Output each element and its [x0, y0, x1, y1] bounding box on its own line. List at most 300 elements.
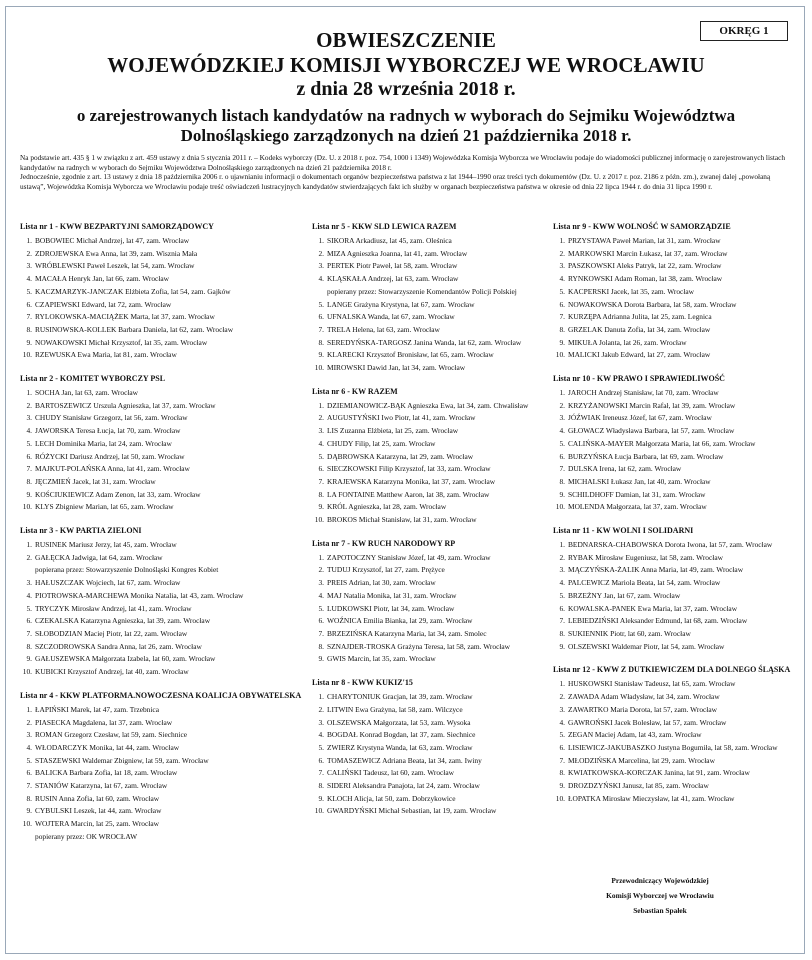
candidate-row [20, 641, 270, 654]
candidate-number: 5. [26, 603, 32, 613]
candidate-number: 5. [26, 286, 32, 296]
candidate-number: 4. [318, 274, 324, 284]
candidate-number: 6. [559, 603, 565, 613]
candidate-row [553, 717, 803, 730]
candidate-name: CHUDY Stanisław Grzegorz, lat 56, zam. Wrocław [35, 413, 188, 423]
candidate-name: RUSINEK Mariusz Jerzy, lat 45, zam. Wrocław [35, 540, 177, 550]
candidate-name: BROKOS Michał Stanisław, lat 31, zam. Wrocław [327, 515, 477, 525]
candidate-row [312, 299, 562, 312]
candidate-list [553, 526, 803, 653]
candidate-row [553, 590, 803, 603]
candidate-number: 3. [559, 261, 565, 271]
candidate-name: KOWALSKA-PANEK Ewa Maria, lat 37, zam. Wrocław [568, 603, 738, 613]
candidate-number: 4. [318, 730, 324, 740]
candidate-name: DZIEMIANOWICZ-BĄK Agnieszka Ewa, lat 34, zam. Chwalisław [327, 400, 529, 410]
candidate-name: PREIS Adrian, lat 30, zam. Wrocław [327, 578, 436, 588]
candidate-number: 2. [318, 248, 324, 258]
candidate-name: PERTEK Piotr Paweł, lat 58, zam. Wrocław [327, 261, 458, 271]
candidate-row [312, 412, 562, 425]
candidate-name: GAŁUSZEWSKA Małgorzata Izabela, lat 60, zam. Wrocław [35, 654, 216, 664]
candidate-row [553, 299, 803, 312]
candidate-name: RZEWUSKA Ewa Maria, lat 81, zam. Wrocław [35, 350, 177, 360]
candidate-name: MAJKUT-POLAŃSKA Anna, lat 41, zam. Wrocław [35, 464, 190, 474]
candidate-row [20, 767, 270, 780]
list-header: Lista nr 10 - KW PRAWO I SPRAWIEDLIWOŚĆ [553, 374, 725, 384]
candidate-name: CHUDY Filip, lat 25, zam. Wrocław [327, 438, 436, 448]
candidate-number: 2. [559, 400, 565, 410]
candidate-name: BRZEZIŃSKA Katarzyna Maria, lat 34, zam. Smolec [327, 628, 487, 638]
candidate-row [20, 615, 270, 628]
column-2 [312, 222, 562, 830]
candidate-name: SCHILDHOFF Damian, lat 31, zam. Wrocław [568, 489, 706, 499]
candidate-row [553, 311, 803, 324]
candidate-name: JĘCZMIEŃ Jacek, lat 31, zam. Wrocław [35, 476, 156, 486]
candidate-number: 6. [318, 464, 324, 474]
candidate-name: KRÓL Agnieszka, lat 28, zam. Wrocław [327, 502, 447, 512]
list-header: Lista nr 9 - KWW WOLNOŚĆ W SAMORZĄDZIE [553, 222, 731, 231]
candidate-name: SEREDYŃSKA-TARGOSZ Janina Wanda, lat 62, zam. Wrocław [327, 337, 522, 347]
candidate-name: MAJ Natalia Monika, lat 31, zam. Wrocław [327, 590, 457, 600]
candidate-number: 6. [26, 616, 32, 626]
candidate-name: KLYS Zbigniew Marian, lat 65, zam. Wrocław [35, 502, 174, 512]
candidate-row [553, 400, 803, 413]
candidate-number: 6. [318, 616, 324, 626]
candidate-row [312, 337, 562, 350]
candidate-name: OLSZEWSKI Waldemar Piotr, lat 54, zam. Wrocław [568, 641, 725, 651]
candidate-row [312, 476, 562, 489]
candidate-number: 7. [559, 755, 565, 765]
candidate-name: SZNAJDER-TROSKA Grażyna Teresa, lat 58, zam. Wrocław [327, 641, 511, 651]
candidate-list [20, 222, 270, 362]
candidate-row [20, 501, 270, 514]
candidate-number: 2. [559, 692, 565, 702]
candidate-name: HUSKOWSKI Stanisław Tadeusz, lat 65, zam. Wrocław [568, 679, 736, 689]
candidate-row [553, 425, 803, 438]
candidate-number: 8. [26, 641, 32, 651]
candidate-name: GWIS Marcin, lat 35, zam. Wrocław [327, 654, 436, 664]
candidate-number: 7. [318, 476, 324, 486]
candidate-row [20, 755, 270, 768]
candidate-row [553, 564, 803, 577]
candidate-number: 8. [318, 337, 324, 347]
candidate-row [20, 451, 270, 464]
candidate-number: 3. [318, 426, 324, 436]
candidate-row [312, 603, 562, 616]
candidate-row [20, 476, 270, 489]
candidate-number: 2. [559, 552, 565, 562]
candidate-name: GRZELAK Danuta Zofia, lat 34, zam. Wrocław [568, 324, 711, 334]
candidate-number: 8. [26, 476, 32, 486]
candidate-name: ZDROJEWSKA Ewa Anna, lat 39, zam. Wisznia Mała [35, 248, 198, 258]
list-header: Lista nr 6 - KW RAZEM [312, 386, 398, 396]
candidate-number: 1. [26, 540, 32, 550]
candidate-name: BEDNARSKA-CHABOWSKA Dorota Iwona, lat 57, zam. Wrocław [568, 540, 773, 550]
candidate-name: ZEGAN Maciej Adam, lat 43, zam. Wrocław [568, 730, 702, 740]
candidate-list [553, 665, 803, 805]
candidate-number: 8. [559, 768, 565, 778]
candidate-name: MŁODZIŃSKA Marcelina, lat 29, zam. Wrocław [568, 755, 715, 765]
candidate-row [312, 641, 562, 654]
candidate-name: ROMAN Grzegorz Czesław, lat 59, zam. Siechnice [35, 730, 188, 740]
candidate-row [553, 691, 803, 704]
candidate-number: 1. [318, 400, 324, 410]
candidate-row [312, 704, 562, 717]
support-note: popierana przez: Stowarzyszenie Dolnośląski Kongres Kobiet [35, 565, 219, 575]
candidate-name: ZAWADA Adam Władysław, lat 34, zam. Wrocław [568, 692, 720, 702]
candidate-list [20, 690, 302, 844]
candidate-name: WOŹNICA Emilia Bianka, lat 29, zam. Wrocław [327, 616, 473, 626]
list-header: Lista nr 8 - KWW KUKIZ'15 [312, 678, 413, 688]
candidate-number: 9. [318, 793, 324, 803]
candidate-number: 9. [318, 350, 324, 360]
candidate-number: 10. [314, 806, 324, 816]
notice-date: z dnia 28 września 2018 r. [296, 78, 516, 100]
candidate-list [553, 222, 803, 362]
candidate-row [312, 577, 562, 590]
list-header: Lista nr 12 - KWW Z DUTKIEWICZEM DLA DOLNEGO ŚLĄSKA [553, 665, 791, 675]
candidate-number: 2. [318, 565, 324, 575]
candidate-row [20, 805, 270, 818]
candidate-name: RUSIN Anna Zofia, lat 60, zam. Wrocław [35, 793, 160, 803]
candidate-name: KACZMARZYK-JANCZAK Elżbieta Zofia, lat 54, zam. Gajków [35, 286, 231, 296]
candidate-name: TRYCZYK Mirosław Andrzej, lat 41, zam. Wrocław [35, 603, 192, 613]
candidate-name: MACAŁA Henryk Jan, lat 66, zam. Wrocław [35, 274, 170, 284]
candidate-number: 1. [559, 236, 565, 245]
candidate-row [20, 539, 270, 552]
candidate-row [312, 755, 562, 768]
candidate-name: PIOTROWSKA-MARCHEWA Monika Natalia, lat 43, zam. Wrocław [35, 590, 244, 600]
candidate-name: TUDUJ Krzysztof, lat 27, zam. Prężyce [327, 565, 445, 575]
candidate-number: 9. [26, 654, 32, 664]
candidate-number: 8. [26, 324, 32, 334]
candidate-name: MĄCZYŃSKA-ŻALIK Anna Maria, lat 49, zam. Wrocław [568, 565, 744, 575]
candidate-row [20, 400, 270, 413]
candidate-row [20, 463, 270, 476]
candidate-number: 3. [26, 261, 32, 271]
candidate-name: WŁODARCZYK Monika, lat 44, zam. Wrocław [35, 742, 180, 752]
candidate-number: 1. [559, 679, 565, 689]
candidate-list [20, 374, 270, 514]
candidate-number: 4. [559, 578, 565, 588]
candidate-number: 4. [559, 426, 565, 436]
candidate-row [20, 438, 270, 451]
candidate-number: 7. [559, 464, 565, 474]
candidate-row [553, 678, 803, 691]
list-header: Lista nr 2 - KOMITET WYBORCZY PSL [20, 374, 166, 384]
candidate-list [312, 539, 562, 666]
candidate-number: 9. [318, 654, 324, 664]
candidate-row [553, 438, 803, 451]
candidate-row [20, 666, 270, 679]
candidate-name: GWARDYŃSKI Michał Sebastian, lat 19, zam. Wrocław [327, 806, 497, 816]
candidate-row [312, 615, 562, 628]
candidate-number: 7. [26, 628, 32, 638]
candidate-number: 2. [318, 704, 324, 714]
candidate-name: BOGDAŁ Konrad Bogdan, lat 37, zam. Siechnice [327, 730, 476, 740]
candidate-number: 8. [559, 476, 565, 486]
candidate-row [312, 691, 562, 704]
candidate-name: HAŁUSZCZAK Wojciech, lat 67, zam. Wrocław [35, 578, 181, 588]
signature-name: Sebastian Spałek [633, 906, 687, 915]
candidate-number: 10. [22, 819, 32, 829]
candidate-name: MARKOWSKI Marcin Łukasz, lat 37, zam. Wrocław [568, 248, 728, 258]
candidate-number: 3. [26, 730, 32, 740]
candidate-number: 4. [26, 742, 32, 752]
column-1 [20, 222, 302, 856]
candidate-number: 1. [26, 388, 32, 398]
candidate-name: SIDERI Aleksandra Panajota, lat 24, zam. Wrocław [327, 781, 480, 791]
candidate-number: 2. [26, 717, 32, 727]
candidate-number: 3. [559, 413, 565, 423]
candidate-number: 5. [559, 438, 565, 448]
candidate-row [553, 337, 803, 350]
candidate-name: STANIÓW Katarzyna, lat 67, zam. Wrocław [35, 781, 168, 791]
list-header: Lista nr 7 - KW RUCH NARODOWY RP [312, 538, 456, 548]
candidate-row [20, 729, 270, 742]
candidate-number: 3. [318, 578, 324, 588]
candidate-number: 5. [318, 451, 324, 461]
list-header: Lista nr 4 - KKW PLATFORMA.NOWOCZESNA KOALICJA OBYWATELSKA [20, 690, 302, 700]
candidate-number: 7. [559, 312, 565, 322]
candidate-row [312, 311, 562, 324]
candidate-row [553, 412, 803, 425]
candidate-row [553, 577, 803, 590]
support-note: popierany przez: Stowarzyszenie Komendantów Policji Polskiej [327, 286, 517, 296]
candidate-number: 8. [318, 641, 324, 651]
candidate-row [312, 564, 562, 577]
candidate-name: MIKUŁA Jolanta, lat 26, zam. Wrocław [568, 337, 687, 347]
candidate-name: LUDKOWSKI Piotr, lat 34, zam. Wrocław [327, 603, 455, 613]
candidate-list [553, 374, 803, 514]
candidate-name: DULSKA Irena, lat 62, zam. Wrocław [568, 464, 682, 474]
candidate-name: LA FONTAINE Matthew Aaron, lat 38, zam. Wrocław [327, 489, 490, 499]
candidate-name: CALIŃSKI Tadeusz, lat 60, zam. Wrocław [327, 768, 454, 778]
candidate-number: 5. [26, 755, 32, 765]
candidate-row [553, 603, 803, 616]
candidate-name: BRZEŻNY Jan, lat 67, zam. Wrocław [568, 590, 681, 600]
candidate-row [553, 476, 803, 489]
candidate-name: OLSZEWSKA Małgorzata, lat 53, zam. Wysoka [327, 717, 471, 727]
candidate-row [553, 729, 803, 742]
candidate-row [20, 349, 270, 362]
candidate-name: NOWAKOWSKI Michał Krzysztof, lat 35, zam. Wrocław [35, 337, 208, 347]
candidate-number: 4. [26, 590, 32, 600]
candidate-number: 7. [26, 464, 32, 474]
candidate-row [20, 260, 270, 273]
candidate-row [20, 311, 270, 324]
candidate-number: 1. [26, 704, 32, 714]
candidate-row [553, 387, 803, 400]
candidate-row [20, 653, 270, 666]
candidate-number: 4. [318, 438, 324, 448]
candidate-number: 3. [26, 578, 32, 588]
candidate-row [312, 552, 562, 565]
candidate-row [553, 489, 803, 502]
candidate-row [312, 501, 562, 514]
candidate-name: LEBIEDZIŃSKI Aleksander Edmund, lat 68, zam. Wrocław [568, 616, 748, 626]
candidate-number: 6. [318, 755, 324, 765]
candidate-name: CZEKALSKA Katarzyna Agnieszka, lat 39, zam. Wrocław [35, 616, 211, 626]
candidate-number: 5. [318, 299, 324, 309]
candidate-row [553, 615, 803, 628]
candidate-name: RYNKOWSKI Adam Roman, lat 38, zam. Wrocław [568, 274, 723, 284]
candidate-name: ZWIERZ Krystyna Wanda, lat 63, zam. Wrocław [327, 742, 473, 752]
candidate-number: 1. [318, 236, 324, 245]
candidate-number: 9. [26, 489, 32, 499]
candidate-name: BALICKA Barbara Zofia, lat 18, zam. Wrocław [35, 768, 178, 778]
candidate-number: 1. [559, 388, 565, 398]
candidate-number: 7. [26, 781, 32, 791]
candidate-name: JÓŹWIAK Ireneusz Józef, lat 67, zam. Wrocław [568, 413, 712, 423]
candidate-name: ŁOPATKA Mirosław Mieczysław, lat 41, zam. Wrocław [568, 793, 735, 803]
candidate-row [312, 438, 562, 451]
candidate-name: ZAWARTKO Maria Dorota, lat 57, zam. Wrocław [568, 704, 717, 714]
candidate-number: 9. [26, 337, 32, 347]
candidate-number: 6. [559, 742, 565, 752]
candidate-number: 10. [22, 350, 32, 360]
candidate-name: SIECZKOWSKI Filip Krzysztof, lat 33, zam. Wrocław [327, 464, 491, 474]
candidate-name: CZAPIEWSKI Edward, lat 72, zam. Wrocław [35, 299, 172, 309]
candidate-name: MALICKI Jakub Edward, lat 27, zam. Wrocław [568, 350, 711, 360]
candidate-number: 1. [318, 552, 324, 562]
candidate-name: WRÓBLEWSKI Paweł Leszek, lat 54, zam. Wrocław [35, 261, 195, 271]
candidate-name: KRZYŻANOWSKI Marcin Rafał, lat 39, zam. Wrocław [568, 400, 736, 410]
candidate-row [20, 793, 270, 806]
candidate-row [20, 818, 270, 831]
candidate-row [312, 717, 562, 730]
candidate-name: SŁOBODZIAN Maciej Piotr, lat 22, zam. Wrocław [35, 628, 188, 638]
list-header: Lista nr 5 - KKW SLD LEWICA RAZEM [312, 222, 457, 231]
candidate-name: GŁOWACZ Władysława Barbara, lat 57, zam. Wrocław [568, 426, 735, 436]
candidate-name: MOLENDA Małgorzata, lat 37, zam. Wrocław [568, 502, 707, 512]
candidate-row [20, 577, 270, 590]
candidate-row [553, 552, 803, 565]
candidate-row [312, 742, 562, 755]
candidate-number: 8. [559, 628, 565, 638]
candidate-row [20, 742, 270, 755]
candidate-name: ZAPOTOCZNY Stanisław Józef, lat 49, zam. Wrocław [327, 552, 491, 562]
candidate-number: 4. [26, 426, 32, 436]
intro-text [20, 153, 794, 191]
candidate-name: SUKIENNIK Piotr, lat 60, zam. Wrocław [568, 628, 691, 638]
candidate-number: 5. [26, 438, 32, 448]
candidate-number: 5. [318, 603, 324, 613]
candidate-name: LISIEWICZ-JAKUBASZKO Justyna Bogumiła, lat 58, zam. Wrocław [568, 742, 778, 752]
candidate-number: 9. [559, 489, 565, 499]
candidate-name: ŁAPIŃSKI Marek, lat 47, zam. Trzebnica [35, 704, 159, 714]
signature-title: Przewodniczący Wojewódzkiej [611, 876, 709, 885]
candidate-row [553, 780, 803, 793]
candidate-row [312, 628, 562, 641]
candidate-name: LECH Dominika Maria, lat 24, zam. Wrocław [35, 438, 172, 448]
candidate-name: PASZKOWSKI Aleks Patryk, lat 22, zam. Wrocław [568, 261, 722, 271]
candidate-name: JAROCH Andrzej Stanisław, lat 70, zam. Wrocław [568, 388, 719, 398]
candidate-list [312, 678, 562, 818]
candidate-name: PRZYSTAWA Paweł Marian, lat 31, zam. Wrocław [568, 236, 721, 245]
candidate-row [20, 337, 270, 350]
candidate-row [20, 235, 270, 248]
candidate-number: 4. [318, 590, 324, 600]
candidate-number: 9. [26, 806, 32, 816]
candidate-name: AUGUSTYŃSKI Iwo Piotr, lat 41, zam. Wrocław [327, 413, 476, 423]
candidate-name: CYBULSKI Leszek, lat 44, zam. Wrocław [35, 806, 162, 816]
candidate-number: 9. [559, 641, 565, 651]
list-header: Lista nr 11 - KW WOLNI I SOLIDARNI [553, 526, 694, 536]
candidate-row [20, 387, 270, 400]
list-header: Lista nr 1 - KWW BEZPARTYJNI SAMORZĄDOWCY [20, 222, 214, 231]
candidate-number: 1. [26, 236, 32, 245]
notice-subject-line1: o zarejestrowanych listach kandydatów na radnych w wyborach do Sejmiku Województwa [76, 106, 736, 125]
candidate-row [20, 704, 270, 717]
candidate-row [312, 729, 562, 742]
candidate-name: PIASECKA Magdalena, lat 37, zam. Wrocław [35, 717, 173, 727]
candidate-number: 3. [26, 413, 32, 423]
candidate-row [20, 717, 270, 730]
candidate-row [312, 324, 562, 337]
candidate-row [553, 260, 803, 273]
candidate-name: SZCZODROWSKA Sandra Anna, lat 26, zam. Wrocław [35, 641, 202, 651]
candidate-row [312, 273, 562, 286]
candidate-name: KURZĘPA Adrianna Julita, lat 25, zam. Legnica [568, 312, 712, 322]
candidate-number: 1. [559, 540, 565, 550]
candidate-number: 3. [559, 565, 565, 575]
candidate-name: RÓŻYCKI Dariusz Andrzej, lat 50, zam. Wrocław [35, 451, 185, 461]
candidate-number: 4. [559, 717, 565, 727]
candidate-number: 10. [22, 667, 32, 677]
notice-title: OBWIESZCZENIE [316, 28, 496, 52]
candidate-row [20, 248, 270, 261]
candidate-number: 3. [559, 704, 565, 714]
candidate-name: TRELA Helena, lat 63, zam. Wrocław [327, 324, 440, 334]
candidate-row [312, 653, 562, 666]
candidate-row [20, 425, 270, 438]
candidate-row [312, 425, 562, 438]
candidate-number: 5. [559, 730, 565, 740]
candidate-row [312, 805, 562, 818]
intro-paragraph-2: Jednocześnie, zgodnie z art. 13 ustawy z dnia 18 października 2006 r. o ujawnianiu informacji o dokumentach organów bezpieczeństwa państwa z lat 1944–1990 oraz treści tych dokumentów (Dz. U. z 2017 r. poz. 2186 z późn. zm.), zwanej dalej „powołaną ustawą”, Wojewódzka Komisja Wyborcza we Wrocławiu podaje treść oświadczeń lustracyjnych kandydatów stwierdzających fakt ich służby w organach bezpieczeństwa państwa w okresie od dnia 22 lipca 1944 r. do dnia 31 lipca 1990 r. [20, 172, 771, 191]
candidate-row [553, 641, 803, 654]
candidate-number: 7. [318, 768, 324, 778]
candidate-name: MICHALSKI Łukasz Jan, lat 40, zam. Wrocław [568, 476, 711, 486]
candidate-number: 6. [26, 451, 32, 461]
candidate-row [20, 628, 270, 641]
candidate-row [553, 742, 803, 755]
candidate-row [312, 780, 562, 793]
candidate-number: 9. [559, 781, 565, 791]
candidate-row [553, 273, 803, 286]
candidate-number: 10. [314, 363, 324, 373]
candidate-row [312, 489, 562, 502]
candidate-row [553, 451, 803, 464]
candidate-row [312, 514, 562, 527]
candidate-name: KLARECKI Krzysztof Bronisław, lat 65, zam. Wrocław [327, 350, 494, 360]
candidate-row [20, 780, 270, 793]
candidate-number: 1. [318, 692, 324, 702]
candidate-name: MIROWSKI Dawid Jan, lat 34, zam. Wrocław [327, 363, 466, 373]
signature-block [598, 873, 722, 918]
candidate-row [20, 603, 270, 616]
candidate-row [20, 299, 270, 312]
support-note: popierany przez: OK WROCŁAW [35, 831, 138, 841]
candidate-number: 8. [559, 324, 565, 334]
signature-commission: Komisji Wyborczej we Wrocławiu [606, 891, 714, 900]
candidate-name: KLĄSKAŁA Andrzej, lat 63, zam. Wrocław [327, 274, 459, 284]
candidate-list [20, 526, 270, 679]
candidate-row [553, 793, 803, 806]
candidate-row [312, 400, 562, 413]
candidate-number: 9. [559, 337, 565, 347]
candidate-row [312, 463, 562, 476]
